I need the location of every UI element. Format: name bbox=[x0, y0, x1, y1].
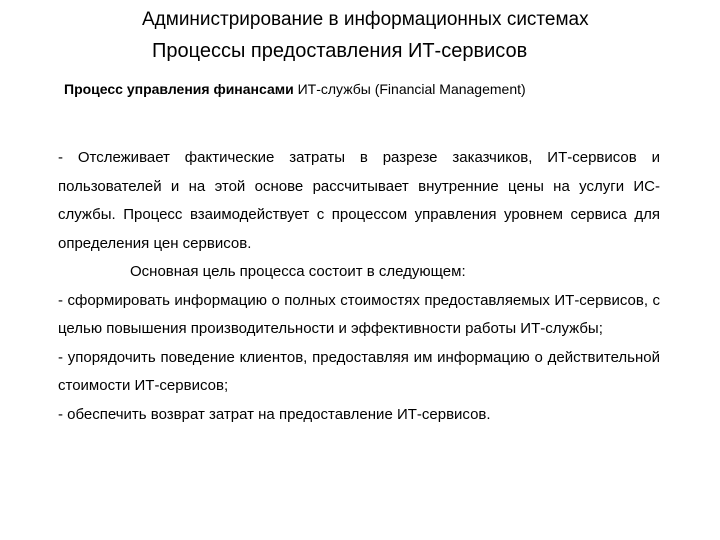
process-title-regular: ИТ-службы (Financial Management) bbox=[293, 81, 526, 97]
section-title: Процессы предоставления ИТ-сервисов bbox=[152, 40, 528, 62]
body-text bbox=[58, 144, 660, 429]
process-title bbox=[64, 79, 526, 99]
header-title: Администрирование в информационных системах bbox=[142, 9, 589, 30]
process-title-bold: Процесс управления финансами bbox=[64, 81, 294, 97]
paragraph-description: - Отслеживает фактические затраты в разрезе заказчиков, ИТ-сервисов и пользователей и на этой основе рассчитывает внутренние цены на услуги ИС-службы. Процесс взаимодействует с процессом управления уровнем сервиса для определения цен сервисов. bbox=[58, 149, 660, 252]
paragraph-goal-intro: Основная цель процесса состоит в следующем: bbox=[130, 263, 466, 280]
paragraph-goal-2: - упорядочить поведение клиентов, предоставляя им информацию о действительной стоимости ИТ-сервисов; bbox=[58, 348, 660, 394]
paragraph-goal-3: - обеспечить возврат затрат на предоставление ИТ-сервисов. bbox=[58, 405, 491, 423]
paragraph-goal-1: - сформировать информацию о полных стоимостях предоставляемых ИТ-сервисов, с целью повышения производительности и эффективности работы ИТ-службы; bbox=[58, 291, 660, 337]
